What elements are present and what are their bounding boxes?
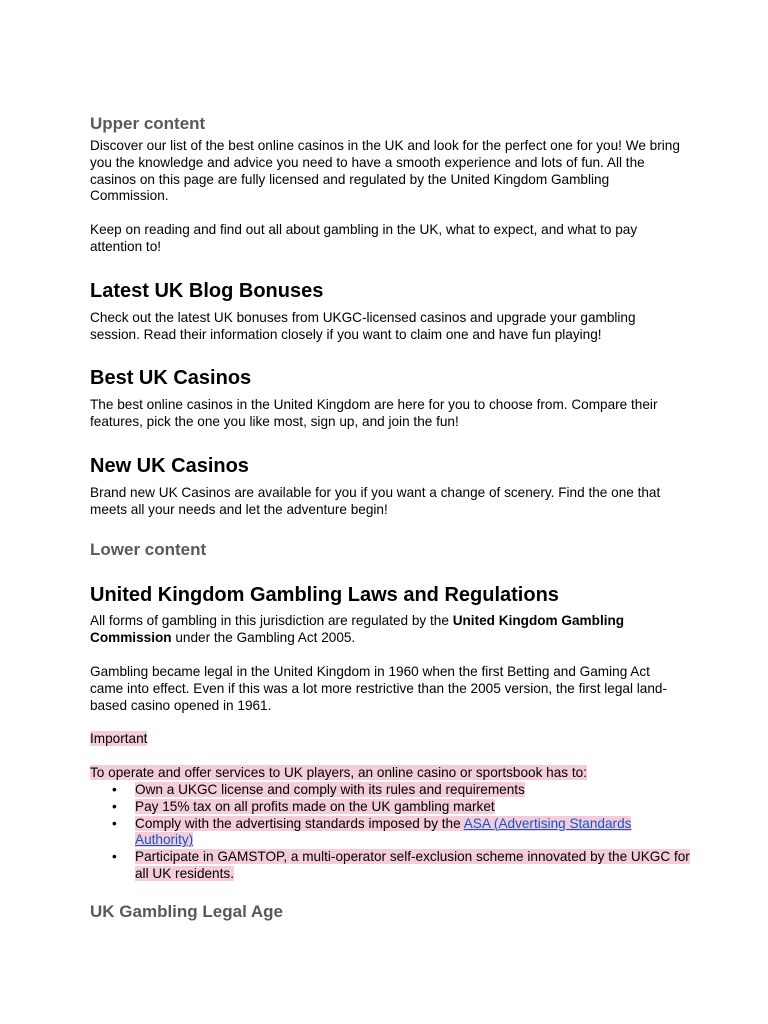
upper-content-heading: Upper content — [90, 114, 206, 133]
laws-p1-text-end: under the Gambling Act 2005. — [171, 629, 356, 645]
list-item — [90, 782, 690, 799]
important-label — [90, 731, 680, 748]
laws-paragraph-1 — [90, 613, 680, 647]
new-casinos-text: Brand new UK Casinos are available for you if you want a change of scenery. Find the one that meets all your needs and let the adventure begin! — [90, 485, 661, 517]
bullet-icon: • — [112, 849, 117, 865]
list-item-text: Participate in GAMSTOP, a multi-operator self-exclusion scheme innovated by the UKGC for all UK residents. — [135, 849, 690, 881]
list-item — [90, 799, 690, 816]
lower-content-heading: Lower content — [90, 540, 207, 559]
blog-bonuses-text: Check out the latest UK bonuses from UKGC-licensed casinos and upgrade your gambling session. Read their information closely if you want to claim one and have fun playing! — [90, 310, 636, 342]
laws-p1-text: All forms of gambling in this jurisdiction are regulated by the — [90, 613, 453, 628]
list-item-text — [135, 816, 631, 848]
ukgc-bold-text: United Kingdom Gambling Commission — [90, 613, 625, 645]
best-casinos-heading: Best UK Casinos — [90, 367, 252, 389]
bullet-icon: • — [112, 815, 117, 831]
reading-paragraph: Keep on reading and find out all about gambling in the UK, what to expect, and what to pay attention to! — [90, 222, 638, 254]
new-casinos-heading: New UK Casinos — [90, 455, 249, 477]
requirements-intro — [90, 765, 680, 782]
requirements-intro-highlight: To operate and offer services to UK players, an online casino or sportsbook has to: — [90, 765, 587, 780]
blog-bonuses-heading: Latest UK Blog Bonuses — [90, 280, 324, 302]
bullet-icon: • — [112, 798, 117, 814]
intro-paragraph: Discover our list of the best online casinos in the UK and look for the perfect one for you! We bring you the knowledge and advice you need to have a smooth experience and lots of fun. All the casinos on this page are fully licensed and regulated by the United Kingdom Gambling Commission. — [90, 138, 680, 204]
bullet-icon: • — [112, 782, 117, 797]
list-item — [90, 816, 690, 850]
list-item-text: Pay 15% tax on all profits made on the UK gambling market — [135, 798, 495, 814]
important-highlight: Important — [90, 731, 148, 746]
laws-paragraph-2: Gambling became legal in the United Kingdom in 1960 when the first Betting and Gaming Act came into effect. Even if this was a lot more restrictive than the 2005 version, the first legal land-based casino opened in 1961. — [90, 664, 668, 713]
list-item-text: Own a UKGC license and comply with its rules and requirements — [135, 782, 525, 797]
legal-age-heading: UK Gambling Legal Age — [90, 902, 284, 921]
laws-heading: United Kingdom Gambling Laws and Regulations — [90, 584, 559, 606]
asa-link[interactable]: ASA (Advertising Standards Authority) — [135, 815, 632, 848]
requirements-list — [90, 782, 690, 883]
list-item-text-start: Comply with the advertising standards imposed by the — [135, 815, 464, 831]
list-item — [90, 849, 690, 883]
best-casinos-text: The best online casinos in the United Kingdom are here for you to choose from. Compare their features, pick the one you like most, sign up, and join the fun! — [90, 397, 658, 429]
